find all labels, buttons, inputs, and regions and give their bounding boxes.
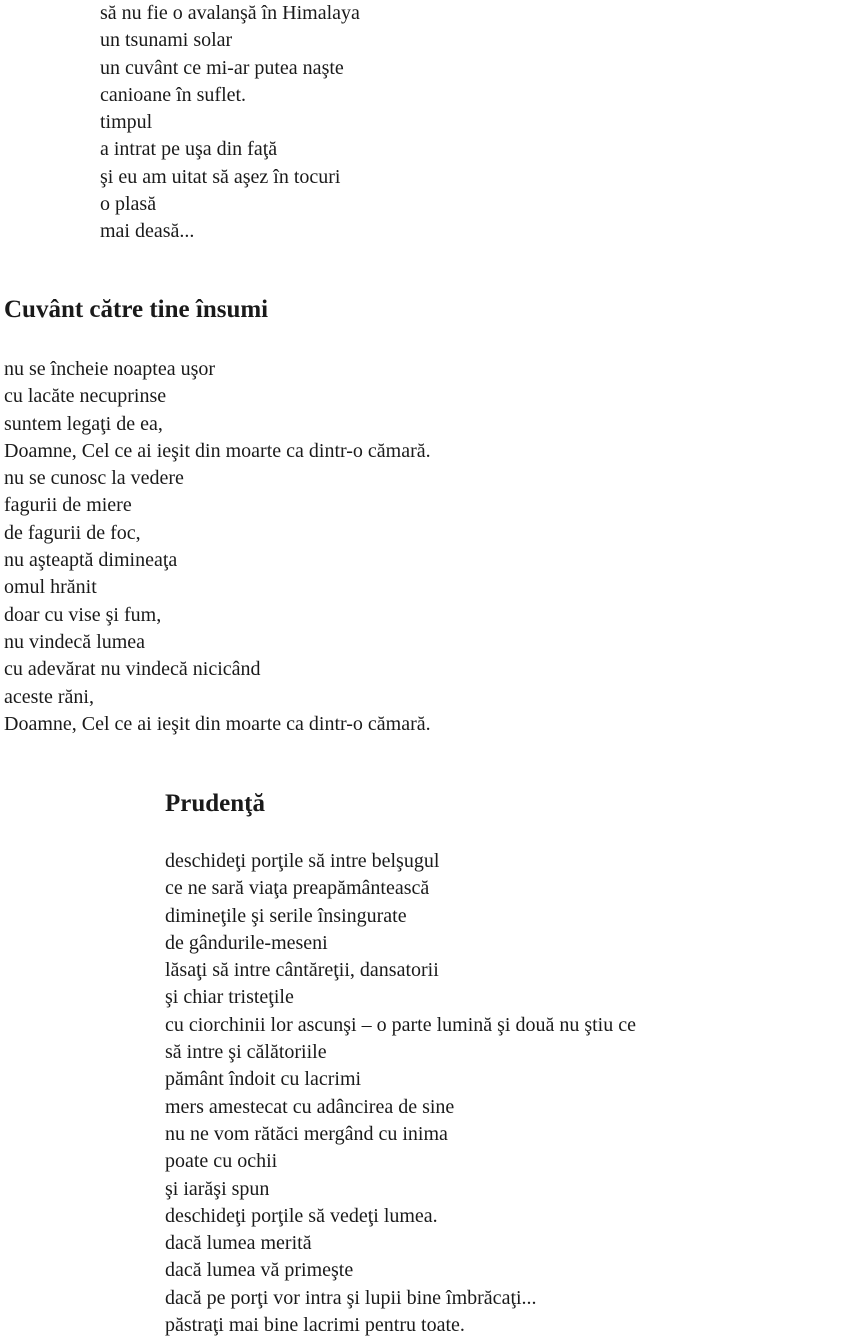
poem-line: nu aşteaptă dimineaţa	[4, 549, 178, 572]
poem-line: dimineţile şi serile însingurate	[165, 904, 407, 927]
poem-1-stanza	[100, 0, 360, 246]
poem-line: să intre şi călătoriile	[165, 1041, 327, 1064]
poem-line: doar cu vise şi fum,	[4, 603, 162, 626]
poem-line: suntem legaţi de ea,	[4, 412, 163, 435]
poem-line: dacă lumea vă primeşte	[165, 1259, 354, 1282]
poem-line: cu ciorchinii lor ascunşi – o parte lumină şi două nu ştiu ce	[165, 1013, 636, 1036]
poem-line: deschideţi porţile să vedeţi lumea.	[165, 1204, 438, 1227]
poem-line: şi chiar tristeţile	[165, 986, 294, 1009]
poem-3-title: Prudenţă	[165, 790, 265, 817]
poem-line: lăsaţi să intre cântăreţii, dansatorii	[165, 959, 439, 982]
poem-line: nu ne vom rătăci mergând cu inima	[165, 1122, 448, 1145]
poem-line: pământ îndoit cu lacrimi	[165, 1068, 362, 1091]
poem-3-stanza	[165, 848, 636, 1339]
poem-line: nu se cunosc la vedere	[4, 467, 184, 490]
poem-line: cu adevărat nu vindecă nicicând	[4, 658, 261, 681]
poem-line: Doamne, Cel ce ai ieşit din moarte ca dintr-o cămară.	[4, 712, 431, 735]
poem-line: deschideţi porţile să intre belşugul	[165, 850, 440, 872]
poem-line: omul hrănit	[4, 576, 97, 599]
poem-line: mai deasă...	[100, 220, 195, 243]
poem-line: Doamne, Cel ce ai ieşit din moarte ca dintr-o cămară.	[4, 439, 431, 462]
poem-line: dacă lumea merită	[165, 1232, 312, 1255]
poem-line: un tsunami solar	[100, 29, 233, 52]
poem-line: cu lacăte necuprinse	[4, 385, 167, 408]
poem-line: canioane în suflet.	[100, 83, 247, 106]
poem-line: să nu fie o avalanşă în Himalaya	[100, 2, 360, 24]
poem-line: fagurii de miere	[4, 494, 132, 517]
poem-line: dacă pe porţi vor intra şi lupii bine îmbrăcaţi...	[165, 1286, 537, 1309]
poem-line: de fagurii de foc,	[4, 521, 141, 544]
poem-2-title: Cuvânt către tine însumi	[4, 296, 269, 323]
poem-line: nu vindecă lumea	[4, 630, 146, 653]
poem-line: păstraţi mai bine lacrimi pentru toate.	[165, 1314, 465, 1337]
poem-line: şi iarăşi spun	[165, 1177, 270, 1200]
poem-line: nu se încheie noaptea uşor	[4, 358, 216, 380]
poem-line: mers amestecat cu adâncirea de sine	[165, 1095, 455, 1118]
poem-line: şi eu am uitat să aşez în tocuri	[100, 165, 341, 188]
poem-line: a intrat pe uşa din faţă	[100, 138, 278, 161]
poem-line: timpul	[100, 111, 153, 134]
poem-line: o plasă	[100, 193, 157, 216]
poem-2-stanza	[4, 356, 431, 738]
poem-line: de gândurile-meseni	[165, 931, 328, 954]
poem-line: ce ne sară viaţa preapământească	[165, 877, 430, 900]
poem-line: poate cu ochii	[165, 1150, 278, 1173]
poem-line: aceste răni,	[4, 685, 94, 708]
poem-line: un cuvânt ce mi-ar putea naşte	[100, 56, 344, 79]
